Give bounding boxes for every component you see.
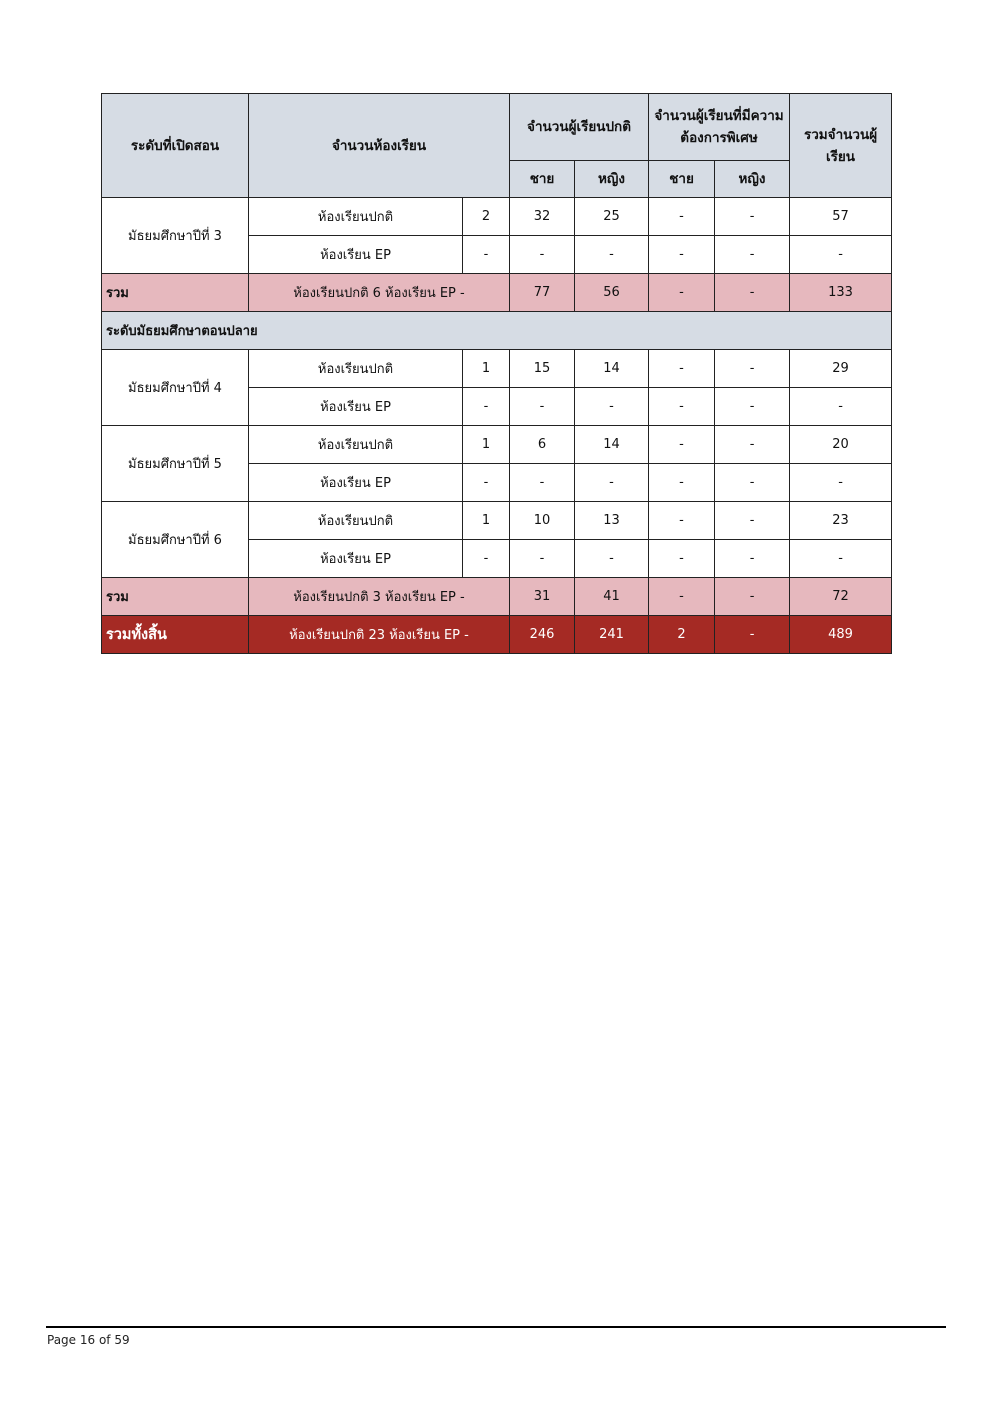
- table-row: [102, 198, 892, 236]
- special-female: -: [715, 540, 790, 578]
- regular-female: -: [575, 388, 649, 426]
- row-total: 20: [790, 426, 892, 464]
- room-count: 1: [463, 426, 510, 464]
- regular-female: 41: [575, 578, 649, 616]
- regular-male: -: [510, 540, 575, 578]
- room-count: -: [463, 540, 510, 578]
- regular-male: 31: [510, 578, 575, 616]
- room-type: ห้องเรียนปกติ: [249, 350, 463, 388]
- special-female: -: [715, 502, 790, 540]
- special-female: -: [715, 236, 790, 274]
- header-special-needs-students: จำนวนผู้เรียนที่มีความต้องการพิเศษ: [649, 94, 790, 161]
- room-count: -: [463, 236, 510, 274]
- regular-male: 246: [510, 616, 575, 654]
- regular-male: -: [510, 464, 575, 502]
- header-level: ระดับที่เปิดสอน: [102, 94, 249, 198]
- special-male: -: [649, 388, 715, 426]
- regular-male: -: [510, 388, 575, 426]
- special-female: -: [715, 426, 790, 464]
- row-total: 489: [790, 616, 892, 654]
- room-type: ห้องเรียน EP: [249, 464, 463, 502]
- header-regular-students: จำนวนผู้เรียนปกติ: [510, 94, 649, 161]
- page-number: Page 16 of 59: [47, 1333, 130, 1347]
- special-male: -: [649, 236, 715, 274]
- row-total: 57: [790, 198, 892, 236]
- regular-female: 56: [575, 274, 649, 312]
- grand-total-row: [102, 616, 892, 654]
- header-regular-male: ชาย: [510, 161, 575, 198]
- table-header-row: [102, 94, 892, 161]
- row-total: 133: [790, 274, 892, 312]
- room-count: 1: [463, 350, 510, 388]
- regular-male: 10: [510, 502, 575, 540]
- special-male: -: [649, 350, 715, 388]
- regular-male: -: [510, 236, 575, 274]
- subtotal-row: [102, 274, 892, 312]
- room-type: ห้องเรียนปกติ: [249, 426, 463, 464]
- grade-name: มัธยมศึกษาปีที่ 4: [102, 350, 249, 426]
- row-total: -: [790, 540, 892, 578]
- table-row: [102, 350, 892, 388]
- grade-name: มัธยมศึกษาปีที่ 5: [102, 426, 249, 502]
- room-count: -: [463, 464, 510, 502]
- regular-male: 15: [510, 350, 575, 388]
- room-type: ห้องเรียน EP: [249, 388, 463, 426]
- room-count: -: [463, 388, 510, 426]
- regular-female: -: [575, 540, 649, 578]
- grand-total-label: รวมทั้งสิ้น: [102, 616, 249, 654]
- special-male: -: [649, 578, 715, 616]
- header-classrooms: จำนวนห้องเรียน: [249, 94, 510, 198]
- table-row: [102, 502, 892, 540]
- special-male: -: [649, 464, 715, 502]
- subtotal-label: รวม: [102, 578, 249, 616]
- subtotal-label: รวม: [102, 274, 249, 312]
- table-row: [102, 426, 892, 464]
- row-total: 29: [790, 350, 892, 388]
- row-total: -: [790, 236, 892, 274]
- subtotal-row: [102, 578, 892, 616]
- special-male: -: [649, 502, 715, 540]
- room-type: ห้องเรียนปกติ: [249, 502, 463, 540]
- header-regular-female: หญิง: [575, 161, 649, 198]
- regular-female: -: [575, 464, 649, 502]
- header-special-male: ชาย: [649, 161, 715, 198]
- footer-divider: [46, 1326, 946, 1328]
- subtotal-rooms: ห้องเรียนปกติ 6 ห้องเรียน EP -: [249, 274, 510, 312]
- room-type: ห้องเรียนปกติ: [249, 198, 463, 236]
- regular-male: 77: [510, 274, 575, 312]
- regular-female: 25: [575, 198, 649, 236]
- section-title: ระดับมัธยมศึกษาตอนปลาย: [102, 312, 892, 350]
- regular-male: 6: [510, 426, 575, 464]
- row-total: -: [790, 388, 892, 426]
- header-total-students: รวมจำนวนผู้เรียน: [790, 94, 892, 198]
- special-female: -: [715, 388, 790, 426]
- row-total: -: [790, 464, 892, 502]
- grand-total-rooms: ห้องเรียนปกติ 23 ห้องเรียน EP -: [249, 616, 510, 654]
- grade-name: มัธยมศึกษาปีที่ 3: [102, 198, 249, 274]
- room-count: 2: [463, 198, 510, 236]
- special-female: -: [715, 616, 790, 654]
- regular-female: -: [575, 236, 649, 274]
- grade-name: มัธยมศึกษาปีที่ 6: [102, 502, 249, 578]
- subtotal-rooms: ห้องเรียนปกติ 3 ห้องเรียน EP -: [249, 578, 510, 616]
- special-male: -: [649, 274, 715, 312]
- room-type: ห้องเรียน EP: [249, 236, 463, 274]
- room-type: ห้องเรียน EP: [249, 540, 463, 578]
- special-male: -: [649, 426, 715, 464]
- special-female: -: [715, 274, 790, 312]
- special-female: -: [715, 350, 790, 388]
- special-female: -: [715, 464, 790, 502]
- regular-male: 32: [510, 198, 575, 236]
- regular-female: 14: [575, 350, 649, 388]
- regular-female: 241: [575, 616, 649, 654]
- regular-female: 14: [575, 426, 649, 464]
- special-female: -: [715, 198, 790, 236]
- special-male: 2: [649, 616, 715, 654]
- room-count: 1: [463, 502, 510, 540]
- row-total: 23: [790, 502, 892, 540]
- section-row: [102, 312, 892, 350]
- header-special-female: หญิง: [715, 161, 790, 198]
- special-male: -: [649, 198, 715, 236]
- row-total: 72: [790, 578, 892, 616]
- special-female: -: [715, 578, 790, 616]
- special-male: -: [649, 540, 715, 578]
- student-stats-table: [101, 93, 892, 654]
- regular-female: 13: [575, 502, 649, 540]
